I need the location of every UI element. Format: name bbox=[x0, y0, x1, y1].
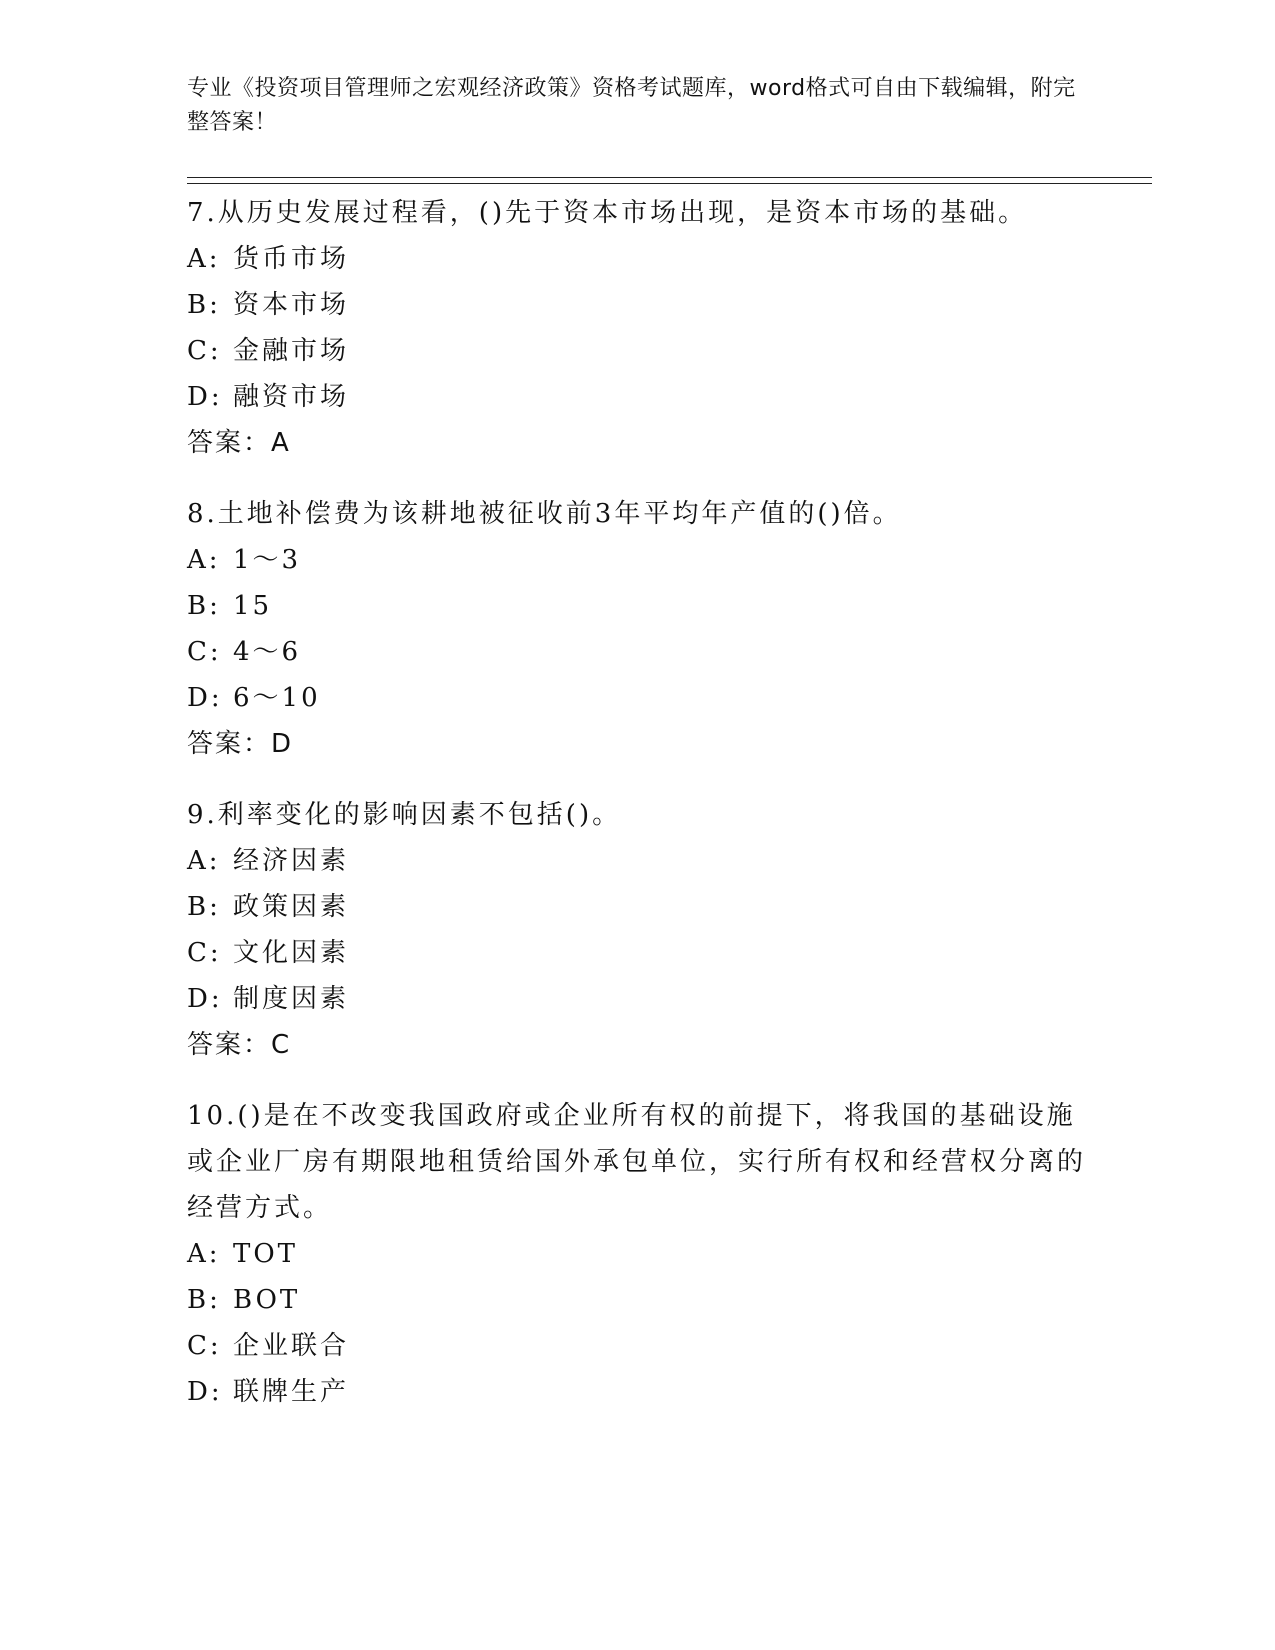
option-c bbox=[187, 1323, 1087, 1369]
option-text: 企业联合 bbox=[233, 1331, 350, 1361]
option-letter: D: bbox=[187, 1377, 223, 1407]
option-a bbox=[187, 838, 1087, 884]
option-c bbox=[187, 930, 1087, 976]
option-text: 4～6 bbox=[233, 637, 302, 667]
option-b bbox=[187, 1277, 1087, 1323]
question-list bbox=[187, 190, 1087, 1440]
question-9 bbox=[187, 792, 1087, 1068]
document-header: 专业《投资项目管理师之宏观经济政策》资格考试题库，word格式可自由下载编辑，附完整答案！ bbox=[187, 76, 1076, 135]
question-8 bbox=[187, 491, 1087, 767]
option-letter: C: bbox=[187, 938, 222, 968]
option-a bbox=[187, 537, 1087, 583]
option-text: BOT bbox=[233, 1285, 301, 1315]
question-text: 9.利率变化的影响因素不包括()。 bbox=[187, 800, 622, 830]
answer-text: 答案：C bbox=[187, 1030, 292, 1060]
option-text: 融资市场 bbox=[233, 382, 350, 412]
option-d bbox=[187, 976, 1087, 1022]
option-text: 制度因素 bbox=[233, 984, 350, 1014]
option-text: 经济因素 bbox=[233, 846, 350, 876]
question-text: 10.()是在不改变我国政府或企业所有权的前提下，将我国的基础设施或企业厂房有期限地租赁给国外承包单位，实行所有权和经营权分离的经营方式。 bbox=[187, 1101, 1087, 1223]
question-text: 7.从历史发展过程看，()先于资本市场出现，是资本市场的基础。 bbox=[187, 198, 1028, 228]
option-b bbox=[187, 583, 1087, 629]
option-letter: D: bbox=[187, 683, 223, 713]
option-text: TOT bbox=[233, 1239, 298, 1269]
question-7 bbox=[187, 190, 1087, 466]
option-letter: D: bbox=[187, 984, 223, 1014]
option-letter: A: bbox=[187, 1239, 221, 1269]
option-letter: A: bbox=[187, 846, 221, 876]
option-text: 文化因素 bbox=[233, 938, 350, 968]
option-letter: B: bbox=[187, 591, 221, 621]
option-text: 联牌生产 bbox=[233, 1377, 350, 1407]
option-a bbox=[187, 1231, 1087, 1277]
option-letter: A: bbox=[187, 545, 221, 575]
option-d bbox=[187, 675, 1087, 721]
option-text: 15 bbox=[233, 591, 273, 621]
answer-text: 答案：D bbox=[187, 729, 294, 759]
option-letter: C: bbox=[187, 336, 222, 366]
option-letter: D: bbox=[187, 382, 223, 412]
option-a bbox=[187, 236, 1087, 282]
option-text: 1～3 bbox=[233, 545, 302, 575]
question-10 bbox=[187, 1093, 1087, 1415]
option-b bbox=[187, 282, 1087, 328]
option-d bbox=[187, 1369, 1087, 1415]
option-letter: A: bbox=[187, 244, 221, 274]
option-d bbox=[187, 374, 1087, 420]
answer-text: 答案：A bbox=[187, 428, 291, 458]
option-letter: B: bbox=[187, 290, 221, 320]
option-text: 货币市场 bbox=[233, 244, 350, 274]
option-letter: C: bbox=[187, 1331, 222, 1361]
option-text: 金融市场 bbox=[233, 336, 350, 366]
header-divider-top bbox=[187, 177, 1152, 178]
option-text: 政策因素 bbox=[233, 892, 350, 922]
option-c bbox=[187, 328, 1087, 374]
option-text: 资本市场 bbox=[233, 290, 350, 320]
header-divider-bottom bbox=[187, 183, 1152, 184]
option-letter: B: bbox=[187, 892, 221, 922]
question-text: 8.土地补偿费为该耕地被征收前3年平均年产值的()倍。 bbox=[187, 499, 902, 529]
option-b bbox=[187, 884, 1087, 930]
option-text: 6～10 bbox=[233, 683, 321, 713]
option-letter: C: bbox=[187, 637, 222, 667]
option-c bbox=[187, 629, 1087, 675]
option-letter: B: bbox=[187, 1285, 221, 1315]
